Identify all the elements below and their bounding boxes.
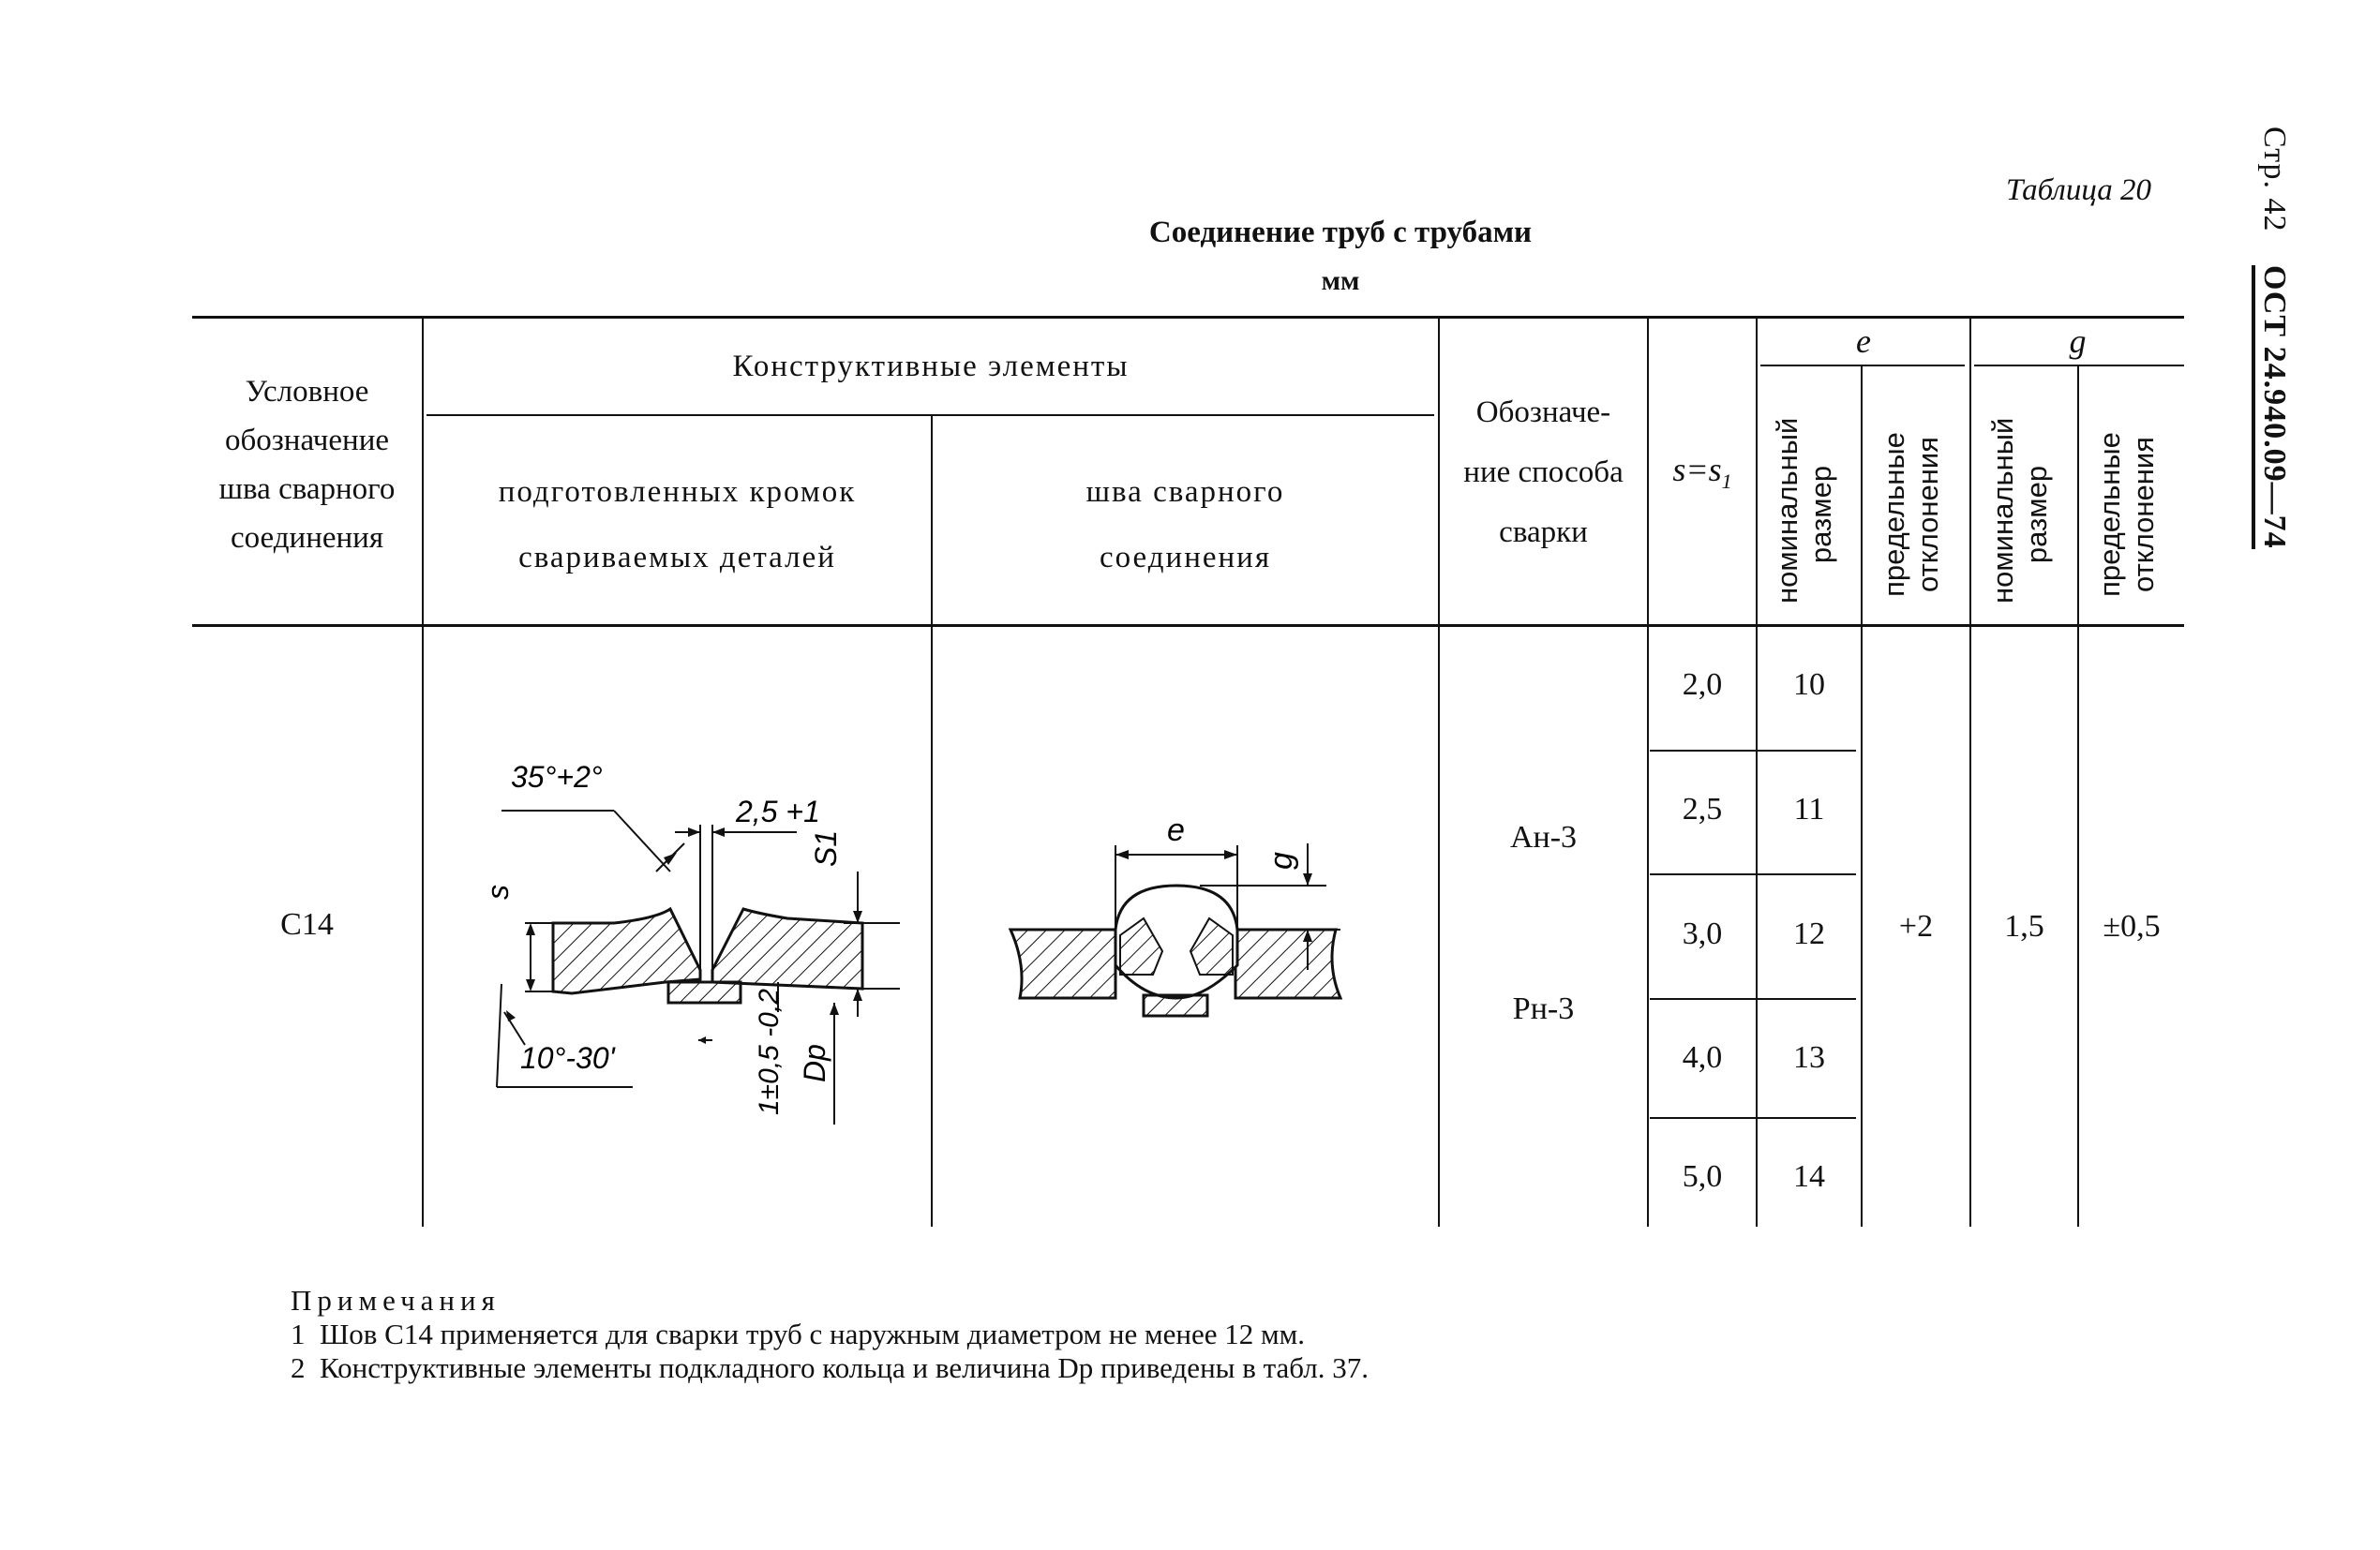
e-nominal-value: 13: [1793, 1040, 1825, 1075]
e-nominal-value: 12: [1793, 917, 1825, 951]
e-header: e: [1856, 322, 1871, 360]
bevel-angle: 35°+2°: [511, 760, 603, 794]
root-face: 1±0,5 -0,2: [754, 989, 785, 1115]
s-value: 2,0: [1682, 667, 1723, 702]
g-deviation-value: ±0,5: [2103, 909, 2161, 944]
note-item: 2 Конструктивные элементы подкладного кольца и величина Dр приведены в табл. 37.: [291, 1351, 1370, 1384]
bottom-angle: 10°-30': [520, 1041, 615, 1075]
s-value: 2,5: [1682, 792, 1723, 827]
header-bottom-rule: [192, 624, 2184, 627]
table-number: Таблица 20: [2006, 173, 2151, 207]
thickness-s1: S1: [809, 829, 843, 867]
gap-dimension: 2,5 +1: [736, 795, 820, 828]
weld-seam-drawing: [1003, 787, 1378, 1050]
g-nominal-value: 1,5: [2004, 909, 2044, 944]
g-header: g: [2069, 322, 2087, 360]
e-nominal-header: номинальный размер: [1771, 417, 1837, 604]
note-item: 1 Шов С14 применяется для сварки труб с наружным диаметром не менее 12 мм.: [291, 1318, 1305, 1350]
g-nominal-header: номинальный размер: [1986, 417, 2053, 604]
g-deviation-header: предельные отклонения: [2093, 432, 2160, 597]
ring-diameter: Dp: [798, 1044, 831, 1082]
e-deviation-value: +2: [1898, 909, 1934, 944]
prepared-edges-drawing: [431, 731, 919, 1143]
s-value: 3,0: [1682, 917, 1723, 951]
reinforcement-height-g: g: [1264, 852, 1299, 870]
e-nominal-value: 11: [1793, 792, 1825, 827]
units-label: мм: [1321, 265, 1360, 296]
structural-elements-header: Конструктивные элементы: [732, 350, 1130, 383]
reinforcement-width-e: e: [1167, 812, 1185, 848]
thickness-header: $s=s_1$: [1672, 451, 1732, 494]
designation-cell: С14: [280, 907, 334, 942]
thickness-s: s: [481, 885, 515, 900]
method-an3: Ан-3: [1509, 820, 1578, 855]
table-title: Соединение труб с трубами: [1148, 216, 1533, 249]
weld-seam-header: шва сварного соединения: [1085, 475, 1285, 574]
standard-code: ОСТ 24.940.09—74: [2252, 265, 2292, 549]
notes-heading: Примечания: [291, 1284, 501, 1317]
welding-method-header: Обозначе- ние способа сварки: [1463, 395, 1624, 549]
prepared-edges-header: подготовленных кромок свариваемых деталей: [498, 475, 857, 574]
side-running-header: [2256, 127, 2292, 549]
page-number: Стр. 42: [2257, 127, 2292, 232]
s-value: 4,0: [1682, 1040, 1723, 1075]
e-nominal-value: 14: [1793, 1159, 1825, 1194]
notes-section: [291, 1284, 1369, 1385]
e-nominal-value: 10: [1793, 667, 1825, 702]
designation-header: Условное обозначение шва сварного соединения: [218, 375, 396, 555]
s-value: 5,0: [1682, 1159, 1723, 1194]
e-deviation-header: предельные отклонения: [1878, 432, 1944, 597]
method-rn3: Рн-3: [1512, 991, 1575, 1026]
